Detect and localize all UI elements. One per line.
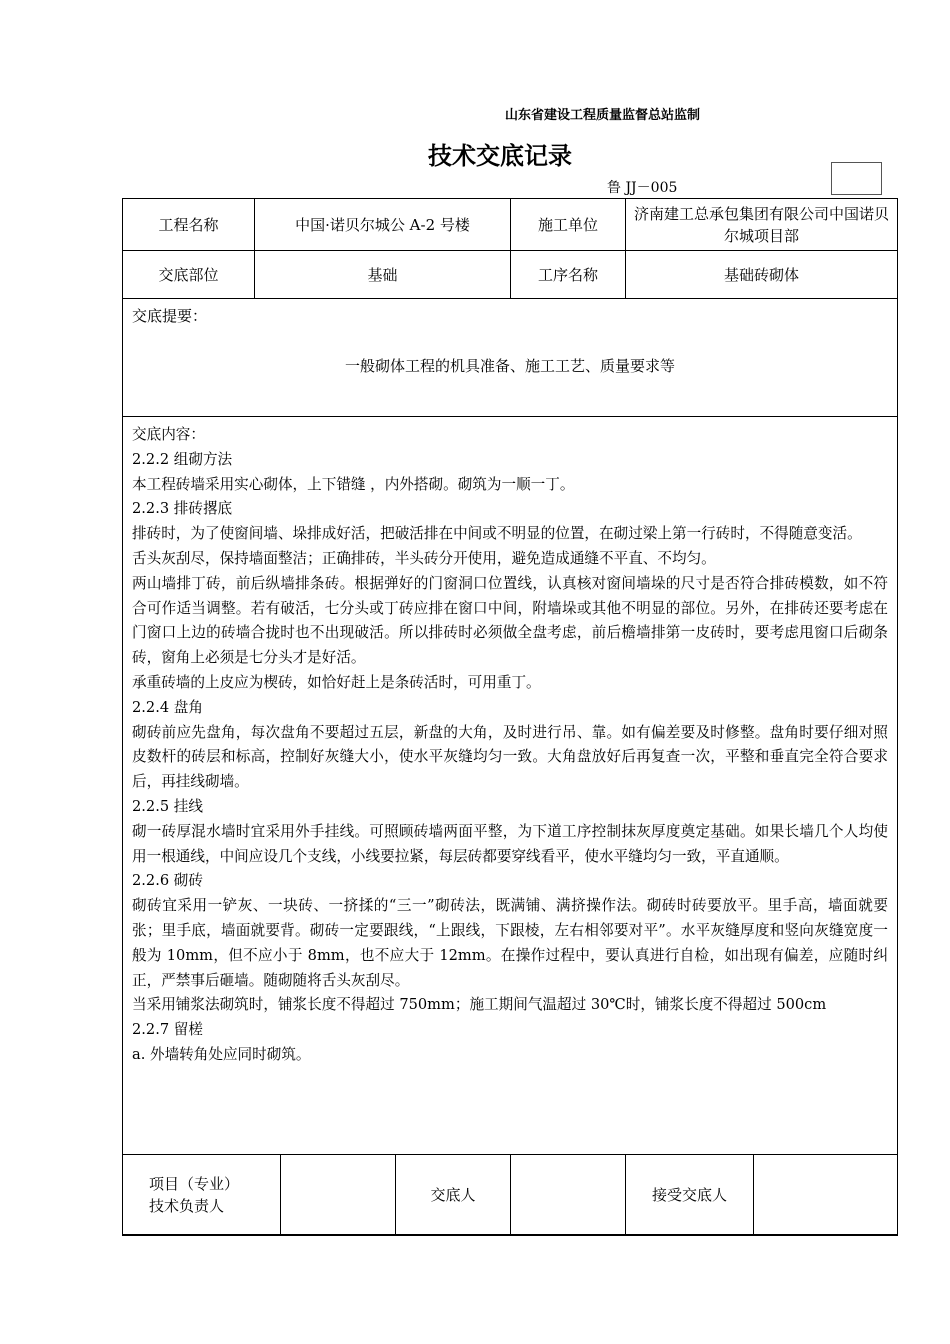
project-name-value: 中国·诺贝尔城公 A-2 号楼	[255, 199, 511, 251]
part-label: 交底部位	[123, 251, 255, 299]
document-code: 鲁 JJ－005	[607, 180, 678, 196]
process-value: 基础砖砌体	[626, 251, 897, 299]
content-line: 2.2.3 排砖撂底	[132, 500, 233, 518]
content-line: a. 外墙转角处应同时砌筑。	[132, 1045, 311, 1063]
receiver-label: 接受交底人	[626, 1155, 754, 1235]
project-name-label: 工程名称	[123, 199, 255, 251]
document-title: 技术交底记录	[428, 142, 572, 170]
tech-lead-label-line1: 项目（专业）	[149, 1174, 240, 1193]
tech-lead-signature-field[interactable]	[281, 1155, 396, 1235]
summary-section	[123, 299, 897, 417]
content-line: 2.2.7 留槎	[132, 1021, 203, 1039]
content-line: 舌头灰刮尽，保持墙面整洁；正确排砖，半头砖分开使用，避免造成通缝不平直、不均匀。	[132, 549, 716, 567]
summary-text: 一般砌体工程的机具准备、施工工艺、质量要求等	[344, 357, 675, 375]
content-line: 砌砖宜采用一铲灰、一块砖、一挤揉的“三一”砌砖法，既满铺、满挤操作法。砌砖时砖要放平。里手高，墙面就要张；里手底，墙面就要背。砌砖一定要跟线，“上跟线，下跟棱，左右相邻要对平”。水平灰缝厚度和竖向灰缝宽度一般为 10mm，但不应小于 8mm，也不应大于 12mm。在操作过程中，要认真进行自检，如出现有偏差，应随时纠正，严禁事后砸墙。随砌随将舌头灰刮尽。	[132, 897, 888, 989]
briefer-label: 交底人	[396, 1155, 511, 1235]
construction-unit-label: 施工单位	[511, 199, 626, 251]
tech-lead-label-line2: 技术负责人	[149, 1196, 225, 1215]
content-line: 两山墙排丁砖，前后纵墙排条砖。根据弹好的门窗洞口位置线，认真核对窗间墙垛的尺寸是否符合排砖模数，如不符合可作适当调整。若有破活，七分头或丁砖应排在窗口中间，附墙垛或其他不明显的部位。另外，在排砖还要考虑在门窗口上边的砖墙合拢时也不出现破活。所以排砖时必须做全盘考虑，前后檐墙排第一皮砖时，要考虑甩窗口后砌条砖，窗角上必须是七分头才是好活。	[132, 574, 888, 667]
briefer-signature-field[interactable]	[511, 1155, 626, 1235]
part-value: 基础	[255, 251, 511, 299]
supervisor-note: 山东省建设工程质量监督总站监制	[505, 108, 701, 123]
content-line: 2.2.4 盘角	[132, 698, 203, 716]
content-section	[123, 417, 897, 1155]
summary-label: 交底提要：	[132, 307, 208, 325]
tech-lead-label	[123, 1155, 281, 1235]
content-line: 砌一砖厚混水墙时宜采用外手挂线。可照顾砖墙两面平整，为下道工序控制抹灰厚度奠定基础。如果长墙几个人均使用一根通线，中间应设几个支线，小线要拉紧，每层砖都要穿线看平，使水平缝均匀一致，平直通顺。	[132, 822, 888, 865]
content-line: 2.2.6 砌砖	[132, 872, 203, 890]
content-line: 本工程砖墙采用实心砌体，上下错缝 ，内外搭砌。砌筑为一顺一丁。	[132, 475, 575, 493]
construction-unit-value: 济南建工总承包集团有限公司中国诺贝尔城项目部	[626, 199, 897, 251]
content-line: 2.2.2 组砌方法	[132, 450, 233, 468]
corner-box	[831, 162, 882, 195]
content-line: 排砖时，为了使窗间墙、垛排成好活，把破活排在中间或不明显的位置，在砌过梁上第一行砖时，不得随意变活。	[132, 525, 862, 543]
content-line: 承重砖墙的上皮应为楔砖，如恰好赶上是条砖活时，可用重丁。	[132, 673, 541, 691]
content-label: 交底内容：	[132, 426, 205, 443]
content-line: 砌砖前应先盘角，每次盘角不要超过五层，新盘的大角，及时进行吊、靠。如有偏差要及时修整。盘角时要仔细对照皮数杆的砖层和标高，控制好灰缝大小，使水平灰缝均匀一致。大角盘放好后再复查一次，平整和垂直完全符合要求后，再挂线砌墙。	[132, 723, 888, 791]
receiver-signature-field[interactable]	[754, 1155, 897, 1235]
content-line: 2.2.5 挂线	[132, 797, 203, 815]
record-table	[122, 198, 898, 1236]
process-label: 工序名称	[511, 251, 626, 299]
content-line: 当采用铺浆法砌筑时，铺浆长度不得超过 750mm；施工期间气温超过 30℃时，铺浆长度不得超过 500cm	[132, 996, 827, 1014]
